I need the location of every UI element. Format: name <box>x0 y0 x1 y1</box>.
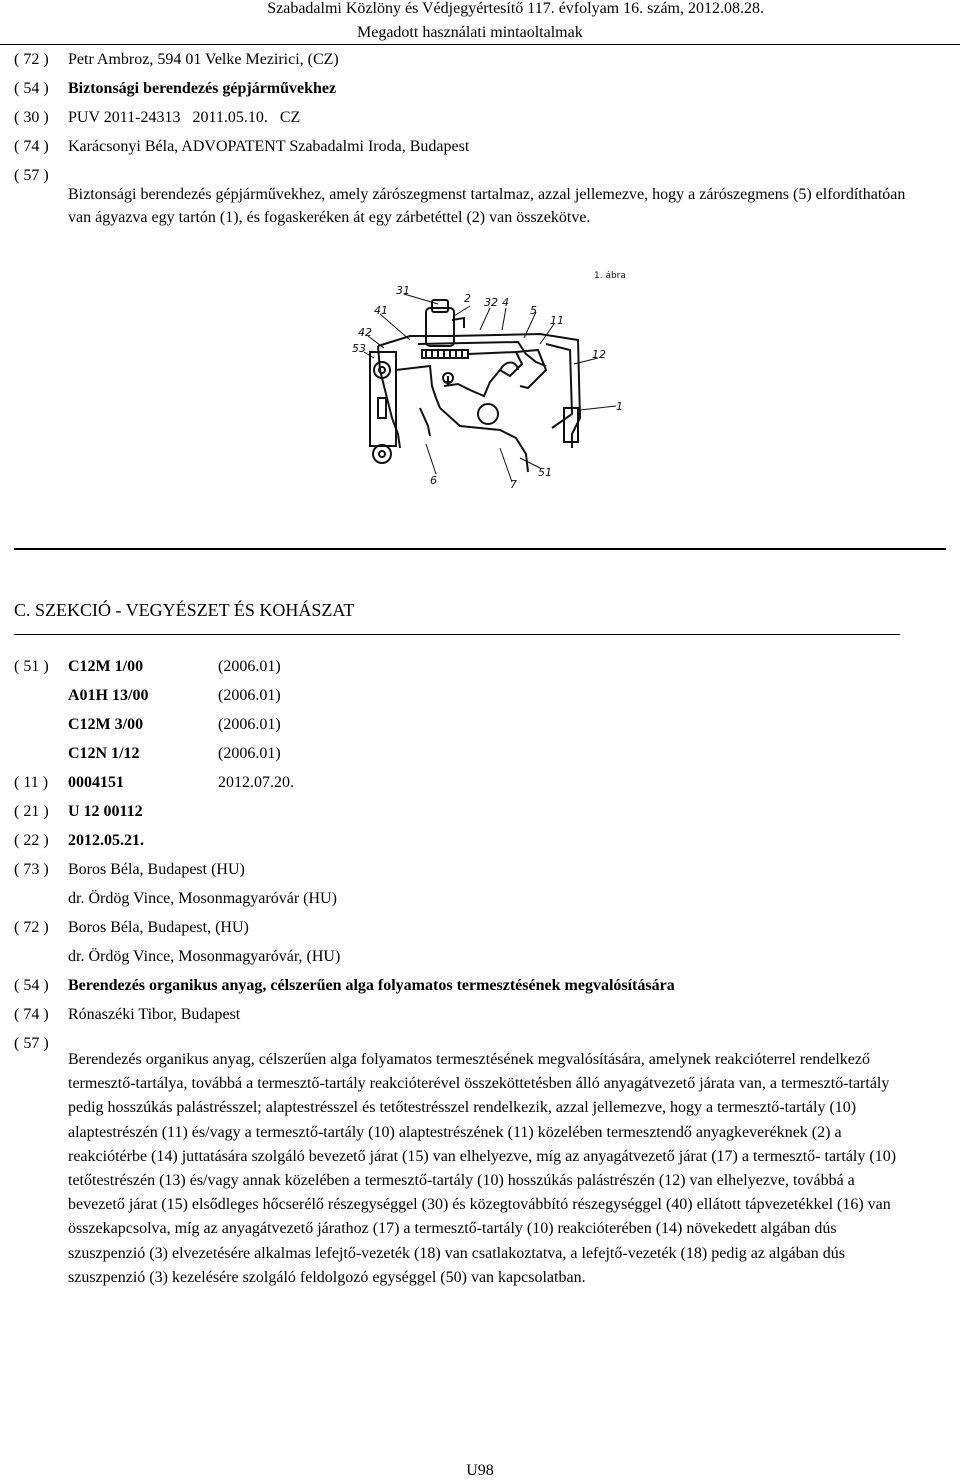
fig-label-7: 7 <box>510 478 517 491</box>
code-57: ( 57 ) <box>14 167 49 184</box>
fig-label-4: 4 <box>502 296 509 309</box>
code-11: ( 11 ) <box>14 774 49 791</box>
title-2: Berendezés organikus anyag, célszerűen alga folyamatos termesztésének megvalósítására <box>68 977 675 994</box>
abstract-2: Berendezés organikus anyag, célszerűen alga folyamatos termesztésének megvalósítására, amelynek reakcióterrel rendelkező termesztő-tartálya, továbbá a termesztő-tartály reakcióterével összeköttetésben álló anyagátvezető járata van, a termesztő-tartály pedig hosszúkás palástrésszel; alaptestrésszel és tetőtestrésszel rendelkezik, azzal jellemezve, hogy a termesztő-tartály (10) alaptestrészén (11) és/vagy a termesztő-tartály (10) alaptestrészének (11) közelében termesztendő anyagkeveréknek (2) a reakciótérbe (14) juttatására szolgáló bevezető járat (15) van elhelyezve, míg az anyagátvezető járat (17) a termesztő- tartály (10) tetőtestrészén (13) és/vagy annak közelében a termesztő-tartály (10) hosszúkás palástrészén (12) van elhelyezve, továbbá a bevezető járat (15) elsődleges hőcserélő részegységgel (30) és közegtovábbító részegységgel (40) ellátott tápvezetékkel (16) van összekapcsolva, míg az anyagátvezető járathoz (17) a termesztő-tartály (10) reakcióterében (14) növekedett algában dús szuszpenzió (3) elvezetésére alkalmas lefejtő-vezeték (18) van csatlakoztatva, a lefejtő-vezeték (18) pedig az algában dús szuszpenzió (3) kezelésére szolgáló feldolgozó egységgel (50) van kapcsolatban. <box>68 1051 897 1286</box>
priority: PUV 2011-24313 2011.05.10. CZ <box>68 109 301 126</box>
fig-label-31: 31 <box>396 284 410 297</box>
fig-label-2: 2 <box>464 292 471 305</box>
code-73: ( 73 ) <box>14 861 49 878</box>
inventor: Petr Ambroz, 594 01 Velke Mezirici, (CZ) <box>68 51 339 68</box>
section-rule-top <box>14 548 946 550</box>
code-74: ( 74 ) <box>14 138 49 155</box>
class-ver-1: (2006.01) <box>218 658 281 675</box>
journal-title: Szabadalmi Közlöny és Védjegyértesítő 117. évfolyam 16. szám, 2012.08.28. <box>267 0 764 17</box>
class-code-3: C12M 3/00 <box>68 716 144 733</box>
code-72b: ( 72 ) <box>14 919 49 936</box>
filing-date: 2012.05.21. <box>68 832 144 849</box>
fig-label-12: 12 <box>592 348 606 361</box>
owner-1: Boros Béla, Budapest (HU) <box>68 861 245 878</box>
class-code-1: C12M 1/00 <box>68 658 144 675</box>
inventor-1: Boros Béla, Budapest, (HU) <box>68 919 249 936</box>
fig-label-53: 53 <box>352 342 366 355</box>
class-code-4: C12N 1/12 <box>68 745 140 762</box>
application-number: U 12 00112 <box>68 803 143 820</box>
agent: Karácsonyi Béla, ADVOPATENT Szabadalmi Iroda, Budapest <box>68 138 470 155</box>
code-21: ( 21 ) <box>14 803 49 820</box>
page-number: U98 <box>466 1462 494 1479</box>
inventor-2: dr. Ördög Vince, Mosonmagyaróvár, (HU) <box>68 948 341 965</box>
code-54b: ( 54 ) <box>14 977 49 994</box>
registration-number: 0004151 <box>68 774 124 791</box>
owner-2: dr. Ördög Vince, Mosonmagyaróvár (HU) <box>68 890 337 907</box>
fig-label-32: 32 <box>484 296 498 309</box>
class-ver-3: (2006.01) <box>218 716 281 733</box>
section-heading: Megadott használati mintaoltalmak <box>357 24 583 41</box>
title: Biztonsági berendezés gépjárművekhez <box>68 80 337 97</box>
registration-date: 2012.07.20. <box>218 774 294 791</box>
code-30: ( 30 ) <box>14 109 49 126</box>
drawing-svg <box>340 258 640 498</box>
class-code-2: A01H 13/00 <box>68 687 149 704</box>
section-rule-bottom <box>14 634 900 635</box>
technical-drawing <box>340 258 640 498</box>
code-22: ( 22 ) <box>14 832 49 849</box>
fig-label-41: 41 <box>374 304 388 317</box>
fig-label-42: 42 <box>358 326 372 339</box>
code-74b: ( 74 ) <box>14 1006 49 1023</box>
code-57b: ( 57 ) <box>14 1035 49 1052</box>
code-72: ( 72 ) <box>14 51 49 68</box>
code-54: ( 54 ) <box>14 80 49 97</box>
fig-label-11: 11 <box>550 314 564 327</box>
fig-label-51: 51 <box>538 466 552 479</box>
class-ver-2: (2006.01) <box>218 687 281 704</box>
fig-label-5: 5 <box>530 304 537 317</box>
figure-caption: 1. ábra <box>594 271 626 281</box>
abstract: Biztonsági berendezés gépjárművekhez, amely zárószegmenst tartalmaz, azzal jellemezve, hogy a zárószegmens (5) elfordíthatóan van ágyazva egy tartón (1), és fogaskeréken át egy zárbetéttel (2) van összekötve. <box>68 186 906 226</box>
class-ver-4: (2006.01) <box>218 745 281 762</box>
fig-label-6: 6 <box>430 474 437 487</box>
code-51: ( 51 ) <box>14 658 49 675</box>
section-title: C. SZEKCIÓ - VEGYÉSZET ÉS KOHÁSZAT <box>14 600 355 620</box>
header-rule <box>0 44 960 45</box>
agent-2: Rónaszéki Tibor, Budapest <box>68 1006 241 1023</box>
fig-label-1: 1 <box>616 400 623 413</box>
